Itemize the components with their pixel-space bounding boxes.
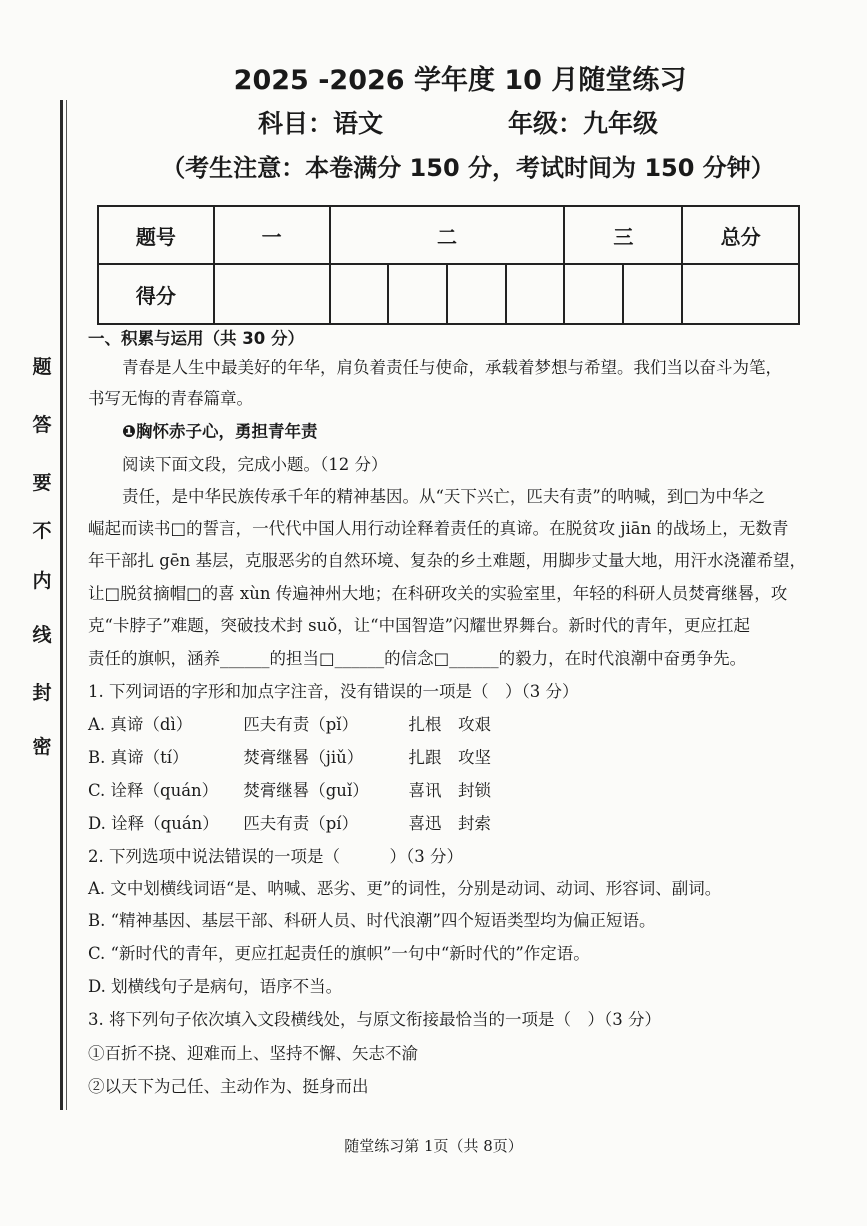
passage-line: 年干部扎 gēn 基层，克服恶劣的自然环境、复杂的乡土难题，用脚步丈量大地，用汗水浇灌希望， [88, 551, 806, 570]
binding-line [60, 100, 63, 1110]
sub-heading: ❶胸怀赤子心，勇担青年责 [122, 422, 318, 441]
question-1-stem: 1. 下列词语的字形和加点字注音，没有错误的一项是（ ）（3 分） [88, 682, 579, 701]
q1-option-d-word3: 喜迅 封索 [408, 814, 491, 833]
passage-line: 克“卡脖子”难题，突破技术封 suǒ，让“中国智造”闪耀世界舞台。新时代的青年，更应扛起 [88, 616, 751, 635]
side-char: 不 [32, 520, 52, 542]
score-table-header: 三 [564, 206, 682, 264]
q1-option-d-word1: D. 诠释（quán） [88, 814, 219, 833]
score-table-header: 题号 [98, 206, 214, 264]
side-char: 线 [32, 624, 52, 646]
score-cell[interactable] [682, 264, 799, 324]
q3-item: ①百折不挠、迎难而上、坚持不懈、矢志不渝 [88, 1044, 418, 1063]
q2-option-b: B. “精神基因、基层干部、科研人员、时代浪潮”四个短语类型均为偏正短语。 [88, 911, 656, 930]
score-cell[interactable] [564, 264, 623, 324]
q1-option-c-word1: C. 诠释（quán） [88, 781, 219, 800]
side-char: 答 [32, 414, 52, 436]
score-cell[interactable] [388, 264, 447, 324]
section-heading: 一、积累与运用（共 30 分） [88, 329, 304, 348]
score-table [97, 205, 800, 325]
side-char: 题 [32, 356, 52, 378]
subject-label: 科目：语文 [258, 109, 384, 138]
score-table-header: 一 [214, 206, 330, 264]
score-cell[interactable] [447, 264, 506, 324]
passage-line: 责任，是中华民族传承千年的精神基因。从“天下兴亡，匹夫有责”的呐喊，到□为中华之 [122, 487, 765, 506]
score-cell[interactable] [623, 264, 682, 324]
q1-option-c-word3: 喜讯 封锁 [408, 781, 491, 800]
q2-option-d: D. 划横线句子是病句，语序不当。 [88, 977, 343, 996]
exam-notice: （考生注意：本卷满分 150 分，考试时间为 150 分钟） [161, 154, 775, 182]
q2-option-c: C. “新时代的青年，更应扛起责任的旗帜”一句中“新时代的”作定语。 [88, 944, 590, 963]
score-table-label: 得分 [98, 264, 214, 324]
side-char: 内 [32, 570, 52, 592]
passage-line: 责任的旗帜，涵养______的担当□______的信念□______的毅力，在时代浪潮中奋勇争先。 [88, 649, 747, 668]
q1-option-a-word2: 匹夫有责（pǐ） [243, 715, 359, 734]
q2-option-a: A. 文中划横线词语“是、呐喊、恶劣、更”的词性，分别是动词、动词、形容词、副词。 [88, 879, 722, 898]
passage-line: 让□脱贫摘帽□的喜 xùn 传遍神州大地；在科研攻关的实验室里，年轻的科研人员焚膏继晷，攻 [88, 584, 788, 603]
instruction: 阅读下面文段，完成小题。（12 分） [122, 455, 388, 474]
intro-line: 青春是人生中最美好的年华，肩负着责任与使命，承载着梦想与希望。我们当以奋斗为笔， [122, 358, 782, 377]
q1-option-a-word3: 扎根 攻艰 [408, 715, 491, 734]
score-cell[interactable] [506, 264, 565, 324]
side-char: 封 [32, 682, 52, 704]
exam-title: 2025 -2026 学年度 10 月随堂练习 [233, 65, 687, 96]
question-3-stem: 3. 将下列句子依次填入文段横线处，与原文衔接最恰当的一项是（ ）（3 分） [88, 1010, 661, 1029]
binding-line-inner [66, 100, 67, 1110]
q1-option-d-word2: 匹夫有责（pí） [243, 814, 359, 833]
side-char: 密 [32, 736, 52, 758]
page-footer: 随堂练习第 1页（共 8页） [344, 1137, 523, 1155]
passage-line: 崛起而读书□的誓言，一代代中国人用行动诠释着责任的真谛。在脱贫攻 jiān 的战场上，无数青 [88, 519, 789, 538]
question-2-stem: 2. 下列选项中说法错误的一项是（ ）（3 分） [88, 847, 463, 866]
q1-option-c-word2: 焚膏继晷（guǐ） [243, 781, 369, 800]
score-table-header: 二 [330, 206, 565, 264]
q3-item: ②以天下为己任、主动作为、挺身而出 [88, 1077, 369, 1096]
score-cell[interactable] [214, 264, 330, 324]
score-table-header: 总分 [682, 206, 799, 264]
intro-line: 书写无悔的青春篇章。 [88, 389, 253, 408]
q1-option-a-word1: A. 真谛（dì） [88, 715, 193, 734]
q1-option-b-word2: 焚膏继晷（jiǔ） [243, 748, 364, 767]
score-cell[interactable] [330, 264, 389, 324]
q1-option-b-word3: 扎跟 攻坚 [408, 748, 491, 767]
grade-label: 年级：九年级 [508, 109, 659, 138]
q1-option-b-word1: B. 真谛（tí） [88, 748, 189, 767]
side-char: 要 [32, 472, 52, 494]
